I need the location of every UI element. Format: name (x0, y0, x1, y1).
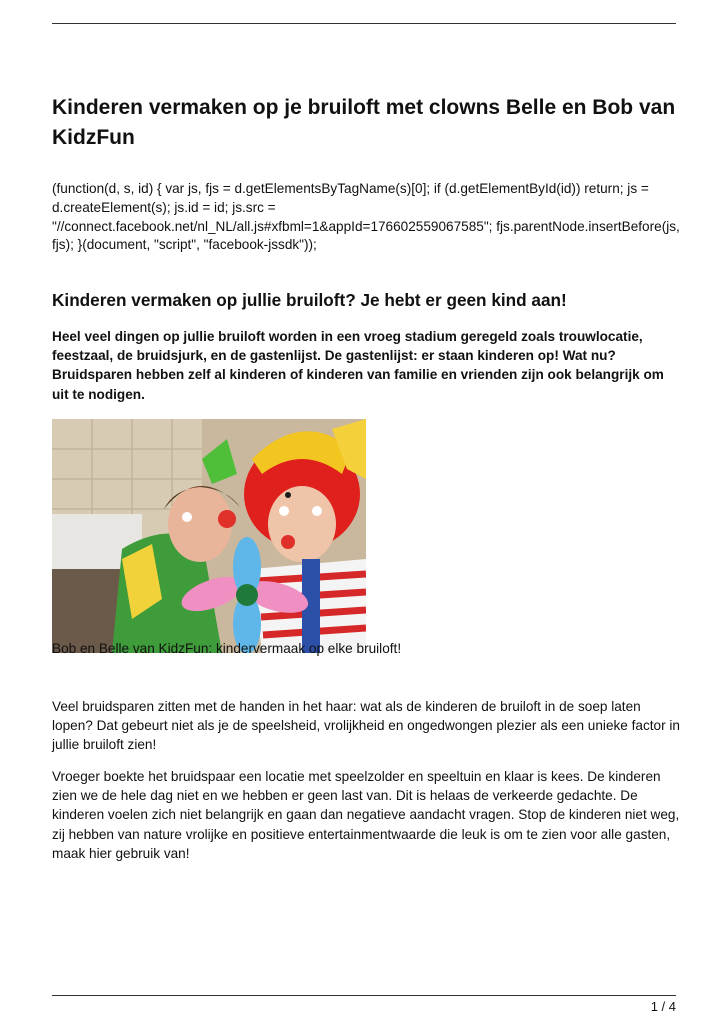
body-paragraph-2: Vroeger boekte het bruidspaar een locatie met speelzolder en speeltuin en klaar is kees. De kinderen zien we de hele dag niet en we hebben er geen last van. Dit is helaas de verkeerde gedachte. De kinderen voelen zich niet belangrijk en gaan dan negatieve aandacht vragen. Stop de kinderen niet weg, zij hebben van nature vrolijke en positieve entertainmentwaarde die leuk is om te zien voor alle gasten, maak hier gebruik van! (52, 769, 680, 861)
section-heading: Kinderen vermaken op jullie bruiloft? Je hebt er geen kind aan! (52, 290, 567, 310)
body-paragraph-1: Veel bruidsparen zitten met de handen in het haar: wat als de kinderen de bruiloft in de soep laten lopen? Dat gebeurt niet als je de speelsheid, vrolijkheid en ongedwongen plezier als een unieke factor in jullie bruiloft zien! (52, 699, 680, 753)
image-caption: Bob en Belle van KidzFun: kindervermaak op elke bruiloft! (52, 641, 402, 656)
lead-paragraph: Heel veel dingen op jullie bruiloft worden in een vroeg stadium geregeld zoals trouwlocatie, feestzaal, de bruidsjurk, en de gastenlijst. De gastenlijst: er staan kinderen op! Wat nu? Bruidsparen hebben zelf al kinderen of kinderen van familie en vrienden zijn ook belangrijk om uit te nodigen. (52, 329, 664, 402)
page-number: 1 / 4 (650, 999, 676, 1014)
clowns-photo (52, 419, 366, 653)
top-rule (52, 23, 676, 24)
page-title: Kinderen vermaken op je bruiloft met clowns Belle en Bob van KidzFun (52, 96, 676, 149)
code-snippet-text: (function(d, s, id) { var js, fjs = d.getElementsByTagName(s)[0]; if (d.getElementById(id)) return; js = d.createElement(s); js.id = id; js.src = "//connect.facebook.net/nl_NL/all.js#xfbml=1&appId=176602559067585"; fjs.parentNode.insertBefore(js, fjs); }(document, "script", "facebook-jssdk")); (52, 181, 680, 253)
bottom-rule (52, 995, 676, 996)
